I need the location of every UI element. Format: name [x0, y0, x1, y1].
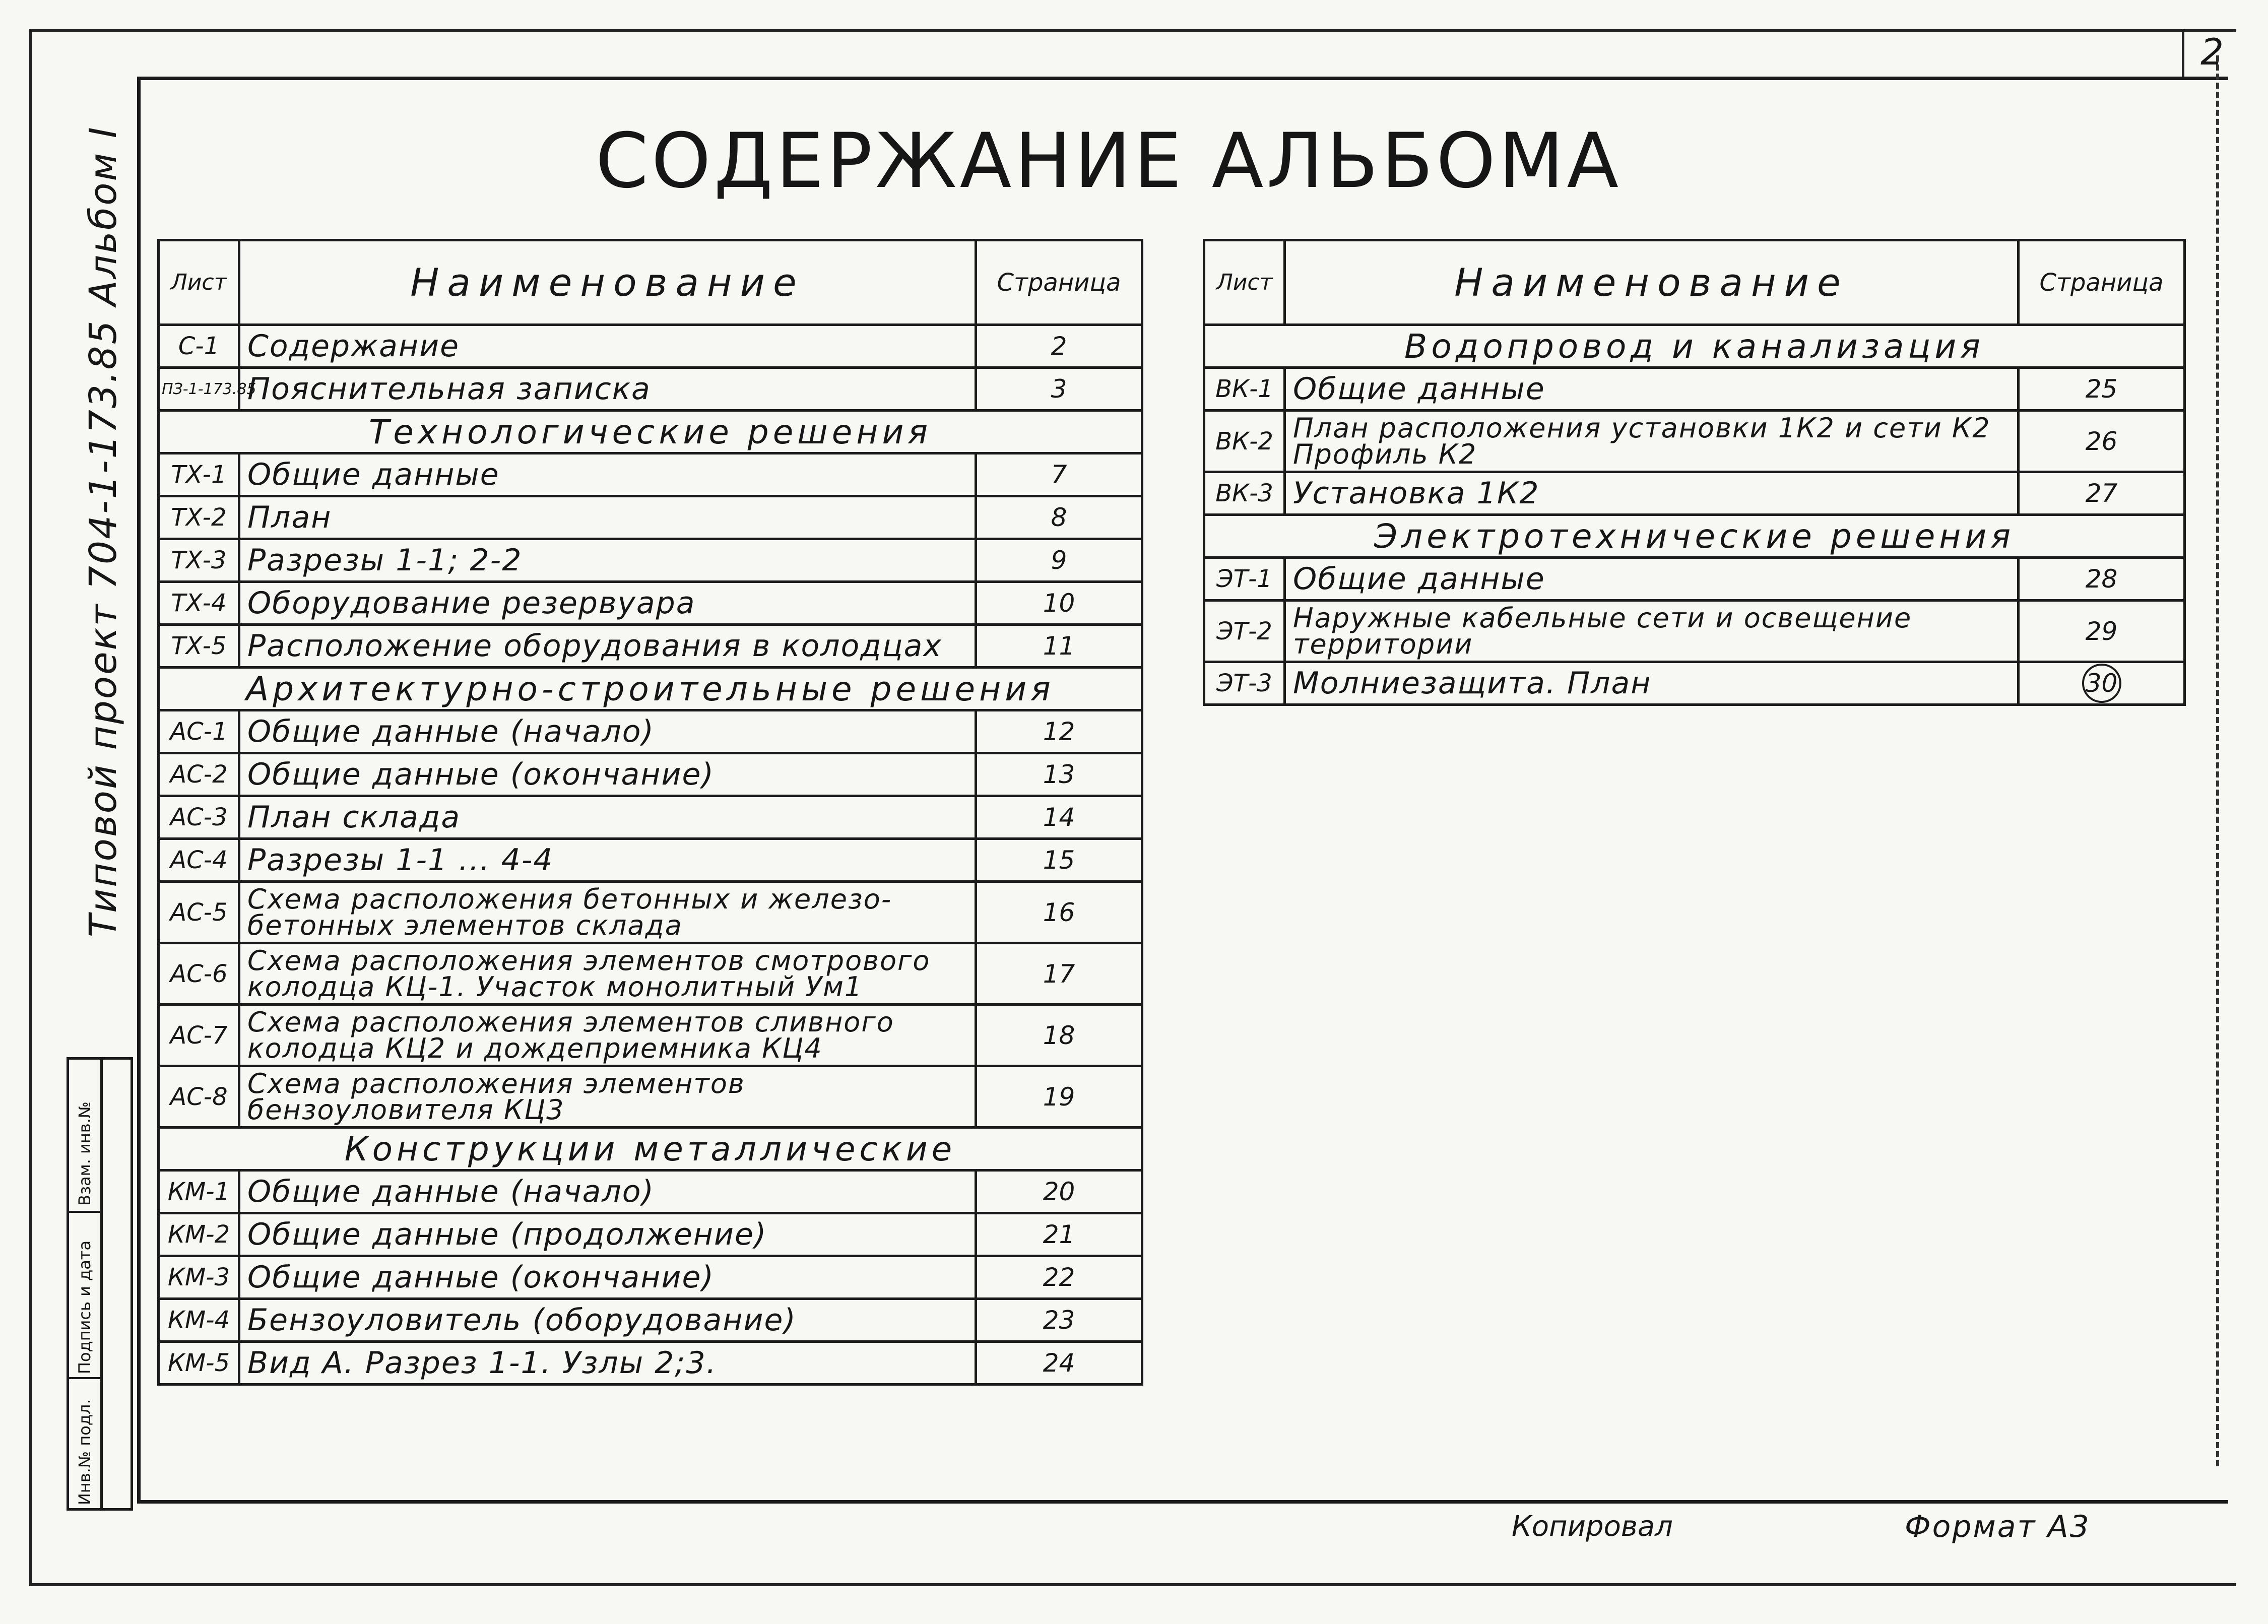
- album-title: СОДЕРЖАНИЕ АЛЬБОМА: [595, 117, 1622, 205]
- table-row: [1204, 601, 2185, 662]
- sheet-code: ТХ-3: [159, 539, 239, 582]
- sheet-code: АС-6: [159, 943, 239, 1005]
- toc-table-right: [1203, 239, 2186, 706]
- page-number: 2: [2200, 31, 2224, 73]
- sheet-page: 24: [976, 1342, 1142, 1385]
- section-row: [1204, 325, 2185, 368]
- copied-label: Копировал: [1512, 1510, 1673, 1543]
- sheet-name: Общие данные: [239, 453, 976, 496]
- table-row: [159, 1005, 1142, 1066]
- table-row: [159, 625, 1142, 668]
- sheet-name: План: [239, 496, 976, 539]
- sheet-name: Общие данные: [1285, 558, 2019, 601]
- sheet-name: Наружные кабельные сети и освещение территории: [1285, 601, 2019, 662]
- sheet-name: Расположение оборудования в колодцах: [239, 625, 976, 668]
- bottom-frame-line: [137, 1500, 2228, 1503]
- sheet-page: 8: [976, 496, 1142, 539]
- section-title: Конструкции металлические: [159, 1128, 1142, 1171]
- sheet-page: 20: [976, 1171, 1142, 1213]
- sheet-code: АС-1: [159, 710, 239, 753]
- sheet-code: КМ-4: [159, 1299, 239, 1342]
- sheet-code: ЭТ-1: [1204, 558, 1285, 601]
- sheet-name: Оборудование резервуара: [239, 582, 976, 625]
- sheet-code: ЭТ-3: [1204, 662, 1285, 705]
- table-row: [1204, 662, 2185, 705]
- sheet-page: 2: [976, 325, 1142, 368]
- sheet-page: 29: [2019, 601, 2185, 662]
- sheet-name: Схема расположения элементов бензоуловителя КЦ3: [239, 1066, 976, 1128]
- sheet-name: Схема расположения элементов смотрового колодца КЦ-1. Участок монолитный Ум1: [239, 943, 976, 1005]
- table-row: [159, 1171, 1142, 1213]
- table-row: [159, 496, 1142, 539]
- sheet-page: 3: [976, 368, 1142, 411]
- sheet-code: ТХ-4: [159, 582, 239, 625]
- sheet-name: Бензоуловитель (оборудование): [239, 1299, 976, 1342]
- sheet-code: ТХ-2: [159, 496, 239, 539]
- sheet-code: КМ-1: [159, 1171, 239, 1213]
- page-number-divider: [2182, 30, 2184, 77]
- table-row: [1204, 368, 2185, 411]
- sheet-name: Разрезы 1-1 ... 4-4: [239, 839, 976, 882]
- sheet-code: ВК-2: [1204, 411, 1285, 472]
- table-row: [1204, 558, 2185, 601]
- stamp-label: Взам. инв.№: [75, 1101, 94, 1206]
- sheet-page: 17: [976, 943, 1142, 1005]
- sheet-name: План склада: [239, 796, 976, 839]
- sheet-page: 11: [976, 625, 1142, 668]
- table-row: [159, 1256, 1142, 1299]
- table-row: [159, 943, 1142, 1005]
- sheet-name: Общие данные (начало): [239, 710, 976, 753]
- sheet-code: АС-3: [159, 796, 239, 839]
- table-row: [159, 453, 1142, 496]
- table-header-row: [159, 240, 1142, 325]
- sheet-code: КМ-2: [159, 1213, 239, 1256]
- circled-page-number: 30: [2082, 664, 2121, 703]
- sheet-code: С-1: [159, 325, 239, 368]
- table-row: [1204, 472, 2185, 515]
- side-title: Типовой проект 704-1-173.85 Альбом I: [82, 125, 125, 937]
- section-title: Архитектурно-строительные решения: [159, 668, 1142, 710]
- sheet-page: 14: [976, 796, 1142, 839]
- header-name: Наименование: [1285, 240, 2019, 325]
- table-row: [159, 325, 1142, 368]
- sheet-name: Общие данные (начало): [239, 1171, 976, 1213]
- sheet-name: Пояснительная записка: [239, 368, 976, 411]
- sheet-code: АС-7: [159, 1005, 239, 1066]
- sheet-code: ПЗ-1-173.85: [159, 368, 239, 411]
- header-name: Наименование: [239, 240, 976, 325]
- header-code: Лист: [1204, 240, 1285, 325]
- sheet-page: 27: [2019, 472, 2185, 515]
- sheet-page: 23: [976, 1299, 1142, 1342]
- sheet-name: Схема расположения бетонных и железо-бетонных элементов склада: [239, 882, 976, 943]
- sheet-page: 7: [976, 453, 1142, 496]
- table-row: [159, 582, 1142, 625]
- sheet-name: Содержание: [239, 325, 976, 368]
- sheet-page: 21: [976, 1213, 1142, 1256]
- sheet-name: Общие данные: [1285, 368, 2019, 411]
- header-page: Страница: [976, 240, 1142, 325]
- table-row: [159, 1299, 1142, 1342]
- header-code: Лист: [159, 240, 239, 325]
- table-row: [159, 368, 1142, 411]
- toc-table-left: [157, 239, 1143, 1386]
- table-header-row: [1204, 240, 2185, 325]
- sheet-name: Общие данные (продолжение): [239, 1213, 976, 1256]
- sheet-code: АС-4: [159, 839, 239, 882]
- sheet-code: КМ-3: [159, 1256, 239, 1299]
- sheet-code: ВК-1: [1204, 368, 1285, 411]
- table-row: [159, 1342, 1142, 1385]
- sheet-page: 28: [2019, 558, 2185, 601]
- sheet-code: АС-2: [159, 753, 239, 796]
- section-row: [159, 411, 1142, 453]
- table-row: [159, 1066, 1142, 1128]
- table-row: [159, 1213, 1142, 1256]
- sheet-code: АС-8: [159, 1066, 239, 1128]
- section-title: Водопровод и канализация: [1204, 325, 2185, 368]
- sheet-page: 18: [976, 1005, 1142, 1066]
- header-page: Страница: [2019, 240, 2185, 325]
- section-row: [159, 668, 1142, 710]
- sheet-code: ВК-3: [1204, 472, 1285, 515]
- sheet-name: Общие данные (окончание): [239, 1256, 976, 1299]
- sheet-code: ТХ-1: [159, 453, 239, 496]
- sheet-name: Молниезащита. План: [1285, 662, 2019, 705]
- sheet-page: 10: [976, 582, 1142, 625]
- stamp-label: Инв.№ подл.: [75, 1399, 94, 1505]
- section-title: Технологические решения: [159, 411, 1142, 453]
- format-label: Формат А3: [1905, 1509, 2091, 1544]
- table-row: [159, 753, 1142, 796]
- sheet-page: 16: [976, 882, 1142, 943]
- stamp-strip: [67, 1057, 133, 1511]
- stamp-divider: [100, 1060, 103, 1508]
- sheet-page: 25: [2019, 368, 2185, 411]
- sheet-name: Разрезы 1-1; 2-2: [239, 539, 976, 582]
- section-row: [159, 1128, 1142, 1171]
- sheet-name: Установка 1К2: [1285, 472, 2019, 515]
- sheet-page: 9: [976, 539, 1142, 582]
- stamp-label: Подпись и дата: [75, 1240, 94, 1374]
- table-row: [159, 796, 1142, 839]
- table-row: [159, 710, 1142, 753]
- sheet-page: 12: [976, 710, 1142, 753]
- sheet-page: 26: [2019, 411, 2185, 472]
- sheet-page: 19: [976, 1066, 1142, 1128]
- sheet-code: ЭТ-2: [1204, 601, 1285, 662]
- sheet-name: Схема расположения элементов сливного колодца КЦ2 и дождеприемника КЦ4: [239, 1005, 976, 1066]
- table-row: [1204, 411, 2185, 472]
- sheet-page: 13: [976, 753, 1142, 796]
- sheet-page: 22: [976, 1256, 1142, 1299]
- table-row: [159, 882, 1142, 943]
- sheet-code: КМ-5: [159, 1342, 239, 1385]
- sheet-code: АС-5: [159, 882, 239, 943]
- right-dashed-border: [2216, 55, 2219, 1466]
- stamp-cell-signature: [69, 1211, 100, 1377]
- table-row: [159, 839, 1142, 882]
- sheet-name: Общие данные (окончание): [239, 753, 976, 796]
- sheet-code: ТХ-5: [159, 625, 239, 668]
- sheet-name: План расположения установки 1К2 и сети К2 Профиль К2: [1285, 411, 2019, 472]
- table-row: [159, 539, 1142, 582]
- section-row: [1204, 515, 2185, 558]
- sheet-page-cell: [2019, 662, 2185, 705]
- sheet-name: Вид А. Разрез 1-1. Узлы 2;3.: [239, 1342, 976, 1385]
- stamp-cell-inventory: [69, 1377, 100, 1508]
- stamp-cell-replaced: [69, 1060, 100, 1211]
- sheet-page: 15: [976, 839, 1142, 882]
- section-title: Электротехнические решения: [1204, 515, 2185, 558]
